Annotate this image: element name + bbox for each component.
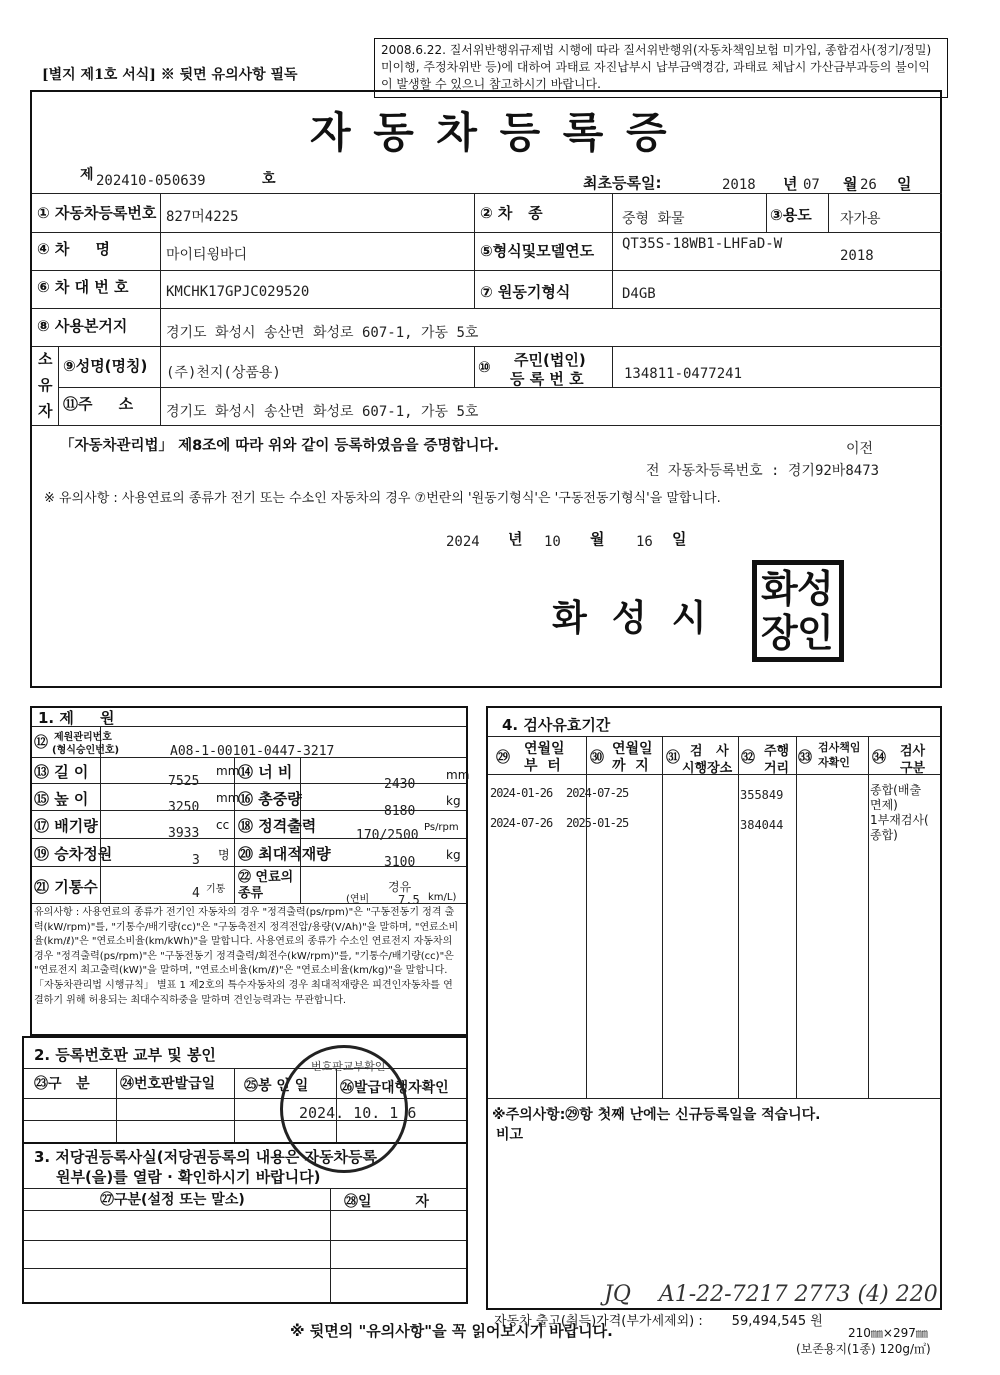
spec-no-num: ⑫ <box>34 735 48 751</box>
vehicle-name-value: 마이티윙바디 <box>166 247 248 263</box>
engine-type-value: D4GB <box>622 286 656 302</box>
max-load-value: 3100 <box>384 855 416 870</box>
insp-row-dist: 384044 <box>740 818 784 832</box>
model-label: ⑤형식및모델연도 <box>480 242 595 260</box>
height-label: ⑮ 높 이 <box>34 790 89 808</box>
insp-row-type-2: 면제) <box>870 798 898 812</box>
rule <box>32 308 942 309</box>
issue-day-unit: 일 <box>672 530 687 548</box>
gross-weight-value: 8180 <box>384 804 416 819</box>
owner-side-2: 유 <box>38 376 53 394</box>
rule <box>24 1142 466 1144</box>
length-unit: mm <box>216 764 240 778</box>
plate-title: 2. 등록번호판 교부 및 봉인 <box>34 1046 216 1064</box>
cylinders-label: ㉑ 기통수 <box>34 878 98 896</box>
rule <box>24 1240 466 1241</box>
rule <box>32 346 942 347</box>
first-reg-year-unit: 년 <box>783 175 798 193</box>
doc-no-prefix: 제 <box>80 167 94 183</box>
insp-h30-num: ㉚ <box>590 750 604 766</box>
notice-box <box>374 38 948 98</box>
insp-h31-a: 검 사 <box>690 744 729 759</box>
usage-label: ③용도 <box>770 206 812 224</box>
notice-text: 2008.6.22. 질서위반행위규제법 시행에 따라 질서위반행위(자동차책임보험 미가입, 종합검사(정기/정밀)미이행, 주정차위반 등)에 대하여 과태료 자진납부시 납부금액경감, 과태료 체납시 가산금부과등의 불이익이 발생할 수 있으니 참고하시기 바랍니다. <box>381 43 932 91</box>
owner-address-label: ⑪주 소 <box>63 395 134 413</box>
seal-char: 인 <box>797 610 834 655</box>
insp-row-from: 2024-01-26 <box>490 786 553 800</box>
plate-col-seal-date: ㉕봉 인 일 <box>244 1078 309 1094</box>
fuel-type-value: 경유 <box>388 880 412 894</box>
rule <box>116 1068 117 1142</box>
rule <box>488 1098 940 1099</box>
rule <box>488 736 940 737</box>
insp-h33-num: ㉝ <box>798 750 812 766</box>
first-reg-label: 최초등록일: <box>583 174 662 192</box>
rule <box>738 736 739 1098</box>
vehicle-type-value: 중형 화물 <box>622 211 685 227</box>
plate-col-issue-date: ㉔번호판발급일 <box>120 1076 216 1092</box>
reg-number-value: 827머4225 <box>166 209 239 225</box>
doc-no-value: 202410-050639 <box>96 173 206 189</box>
engine-type-label: ⑦ 원동기형식 <box>480 283 571 301</box>
insp-row-from: 2024-07-26 <box>490 816 553 830</box>
fuel-eff-value: 7.5 <box>398 893 420 907</box>
width-value: 2430 <box>384 777 416 792</box>
rule <box>160 193 161 308</box>
insp-h31-num: ㉛ <box>666 750 680 766</box>
rule <box>234 1068 235 1142</box>
corp-no-value: 134811-0477241 <box>624 366 743 382</box>
insp-h31-b: 시행장소 <box>682 761 733 776</box>
vin-value: KMCHK17GPJC029520 <box>166 284 310 300</box>
owner-name-value: (주)천지(상품용) <box>166 365 281 381</box>
cert-note: ※ 유의사항 : 사용연료의 종류가 전기 또는 수소인 자동차의 경우 ⑦번란의 '원동기형식'은 '구동전동기형식'을 말합니다. <box>44 491 721 506</box>
fuel-type-label: ㉒ 연료의 종류 <box>238 870 294 901</box>
cylinders-value: 4 <box>192 886 200 901</box>
rule <box>868 736 869 1098</box>
handwritten-note: JQ A1-22-7217 2773 (4) 220 <box>604 1282 938 1307</box>
inspection-title: 4. 검사유효기간 <box>502 716 611 734</box>
insp-h30-b: 까 지 <box>612 758 649 774</box>
rule <box>160 346 161 425</box>
inspection-remarks: 비고 <box>496 1127 524 1143</box>
max-load-unit: kg <box>446 848 461 862</box>
insp-h32-a: 주행 <box>764 744 790 759</box>
rule <box>612 193 613 308</box>
owner-name-label: ⑨성명(명칭) <box>63 357 148 375</box>
insp-row-type-1: 1부재검사( <box>870 813 929 827</box>
max-load-label: ⑳ 최대적재량 <box>238 845 331 863</box>
doc-no-suffix: 호 <box>262 171 276 187</box>
insp-h29-a: 연월일 <box>524 741 565 757</box>
rule <box>474 346 475 387</box>
rule <box>662 736 663 1098</box>
rule <box>330 1188 331 1304</box>
seal-char: 화 <box>761 566 798 611</box>
reg-number-label: ① 자동차등록번호 <box>37 204 157 222</box>
seating-value: 3 <box>192 853 200 868</box>
displacement-value: 3933 <box>168 826 200 841</box>
displacement-label: ⑰ 배기량 <box>34 817 98 835</box>
spec-title: 1. 제 원 <box>38 709 115 727</box>
rule <box>24 1268 466 1269</box>
footer-paper: (보존용지(1종) 120g/㎡) <box>796 1342 931 1356</box>
rule <box>24 1068 466 1069</box>
rule <box>32 726 466 727</box>
rule <box>160 308 161 346</box>
document-title: 자 동 차 등 록 증 <box>310 108 671 157</box>
owner-address-value: 경기도 화성시 송산면 화성로 607-1, 가동 5호 <box>166 404 479 420</box>
owner-side-3: 자 <box>38 402 53 420</box>
insp-h29-b: 부 터 <box>524 758 561 774</box>
insp-h29-num: ㉙ <box>496 750 510 766</box>
corp-no-num: ⑩ <box>478 358 491 376</box>
vin-label: ⑥ 차 대 번 호 <box>37 278 129 296</box>
displacement-unit: cc <box>216 818 230 832</box>
first-reg-day: 26 <box>860 177 877 193</box>
stamp-top-text: 번호판교부확인 <box>311 1060 386 1073</box>
base-location-label: ⑧ 사용본거지 <box>37 317 128 335</box>
first-reg-month: 07 <box>803 177 820 193</box>
fuel-eff-label: (연비 <box>346 894 370 905</box>
length-label: ⑬ 길 이 <box>34 763 89 781</box>
plate-col-type: ㉓구 분 <box>34 1076 90 1092</box>
rule <box>234 757 235 903</box>
rule <box>796 736 797 1098</box>
insp-h32-b: 거리 <box>764 761 790 776</box>
issue-day: 16 <box>636 534 653 550</box>
insp-h30-a: 연월일 <box>612 741 653 757</box>
rated-output-value: 170/2500 <box>356 828 419 843</box>
spec-no-label-1: 제원관리번호 <box>54 732 112 743</box>
rule <box>24 1188 466 1189</box>
insp-h34-a: 검사 <box>900 744 926 759</box>
fuel-eff-unit: km/L) <box>428 892 457 903</box>
insp-h34-b: 구분 <box>900 761 926 776</box>
height-value: 3250 <box>168 800 200 815</box>
plate-col-agent: ㉖발급대행자확인 <box>340 1080 449 1096</box>
rated-output-unit: Ps/rpm <box>424 822 459 833</box>
owner-side-1: 소 <box>38 350 53 368</box>
rule <box>32 232 942 233</box>
official-seal <box>752 560 844 662</box>
gross-weight-label: ⑯ 총중량 <box>238 790 302 808</box>
issue-year: 2024 <box>446 534 480 550</box>
usage-value: 자가용 <box>840 211 881 227</box>
first-reg-day-unit: 일 <box>897 175 912 193</box>
insp-row-to: 2024-07-25 <box>566 786 629 800</box>
seal-char: 성 <box>797 566 834 611</box>
base-location-value: 경기도 화성시 송산면 화성로 607-1, 가동 5호 <box>166 325 479 341</box>
rule <box>58 387 942 388</box>
insp-row-dist: 355849 <box>740 788 784 802</box>
rule <box>828 193 829 232</box>
issue-month-unit: 월 <box>590 530 605 548</box>
spec-no-label-2: (형식승인번호) <box>52 745 120 756</box>
model-value: QT35S-18WB1-LHFaD-W <box>622 236 783 252</box>
mortgage-title-1: 3. 저당권등록사실(저당권등록의 내용은 자동차등록 <box>34 1148 377 1166</box>
rule <box>58 346 59 425</box>
height-unit: mm <box>216 791 240 805</box>
insp-h33: 검사책임자확인 <box>818 741 861 769</box>
width-unit: mm <box>446 768 470 782</box>
insp-row-type-2: 종합) <box>870 828 898 842</box>
form-label: [별지 제1호 서식] ※ 뒷면 유의사항 필독 <box>42 67 298 83</box>
issue-month: 10 <box>544 534 561 550</box>
rule <box>32 193 942 194</box>
cert-prev-reg: 전 자동차등록번호 : 경기92바8473 <box>646 463 880 479</box>
width-label: ⑭ 너 비 <box>238 763 293 781</box>
corp-no-label-1: 주민(법인) <box>514 351 586 369</box>
cert-statement: 「자동차관리법」 제8조에 따라 위와 같이 등록하였음을 증명합니다. <box>60 438 500 454</box>
seating-label: ⑲ 승차정원 <box>34 845 113 863</box>
rated-output-label: ⑱ 정격출력 <box>238 817 317 835</box>
seating-unit: 명 <box>218 848 230 862</box>
mortgage-col-type: ㉗구분(설정 또는 말소) <box>100 1192 245 1208</box>
mortgage-col-date: ㉘일 자 <box>344 1194 429 1210</box>
corp-no-label-2: 등 록 번 호 <box>510 370 584 388</box>
insp-row-type-1: 종합(배출 <box>870 783 922 797</box>
cylinders-unit: 기통 <box>206 884 226 895</box>
stamp-date: 2024. 10. 1 6 <box>299 1104 417 1122</box>
model-year: 2018 <box>840 248 874 264</box>
first-reg-month-unit: 월 <box>843 175 858 193</box>
rule <box>474 193 475 308</box>
footer-price: 자동차 출고(취득)가격(부가세제외) : 59,494,545 원 <box>494 1314 823 1329</box>
insp-h32-num: ㉜ <box>741 750 755 766</box>
issue-year-unit: 년 <box>508 530 523 548</box>
inspection-caution: ※주의사항:㉙항 첫째 난에는 신규등록일을 적습니다. <box>492 1107 821 1123</box>
first-reg-year: 2018 <box>722 177 756 193</box>
length-value: 7525 <box>168 774 200 789</box>
insp-h34-num: ㉞ <box>872 750 886 766</box>
rule <box>32 270 942 271</box>
plate-issue-stamp <box>280 1045 417 1173</box>
footer-note: ※ 뒷면의 "유의사항"을 꼭 읽어보시기 바랍니다. <box>290 1322 613 1340</box>
vehicle-type-label: ② 차 종 <box>480 204 543 222</box>
rule <box>612 346 613 387</box>
mortgage-title-2: 원부(을)를 열람 · 확인하시기 바랍니다) <box>56 1168 321 1186</box>
issuer-name: 화 성 시 <box>552 597 707 639</box>
spec-no-value: A08-1-00101-0447-3217 <box>170 744 335 759</box>
seal-char: 장 <box>761 610 798 655</box>
vehicle-name-label: ④ 차 명 <box>37 240 111 258</box>
gross-weight-unit: kg <box>446 794 461 808</box>
spec-note: 유의사항 : 사용연료의 종류가 전기인 자동차의 경우 "정격출력(ps/rpm)"은 "구동전동기 정격 출력(kW/rpm)"를, "기통수/배기량(cc)"은 "구동축전지 정격전압/용량(V/Ah)"을 말하며, "연료소비율(km/ℓ)"은 "연료소비율(km/kWh)"을 말합니다. 사용연료의 종류가 수소인 연료전지 자동차의 경우 "정격출력(ps/rpm)"은 "구동전동기 정격출력/회전수(kW/rpm)"를, "기통수/배기량(cc)"은 "연료전지 최고출력(kW)"을 말하며, "연료소비율(km/ℓ)"은 "연료소비율(km/kg)"을 말합니다. 「자동차관리법 시행규칙」 별표 1 제2호의 특수자동차의 경우 최대적재량은 피견인자동차를 연결하기 위해 허용되는 최대수직하중을 말하며 견인능력과는 무관합니다. <box>34 907 459 1006</box>
rule <box>766 193 767 232</box>
cert-transfer: 이전 <box>846 441 874 457</box>
rule <box>32 425 942 426</box>
footer-size: 210㎜×297㎜ <box>848 1326 928 1340</box>
insp-row-to: 2025-01-25 <box>566 816 629 830</box>
